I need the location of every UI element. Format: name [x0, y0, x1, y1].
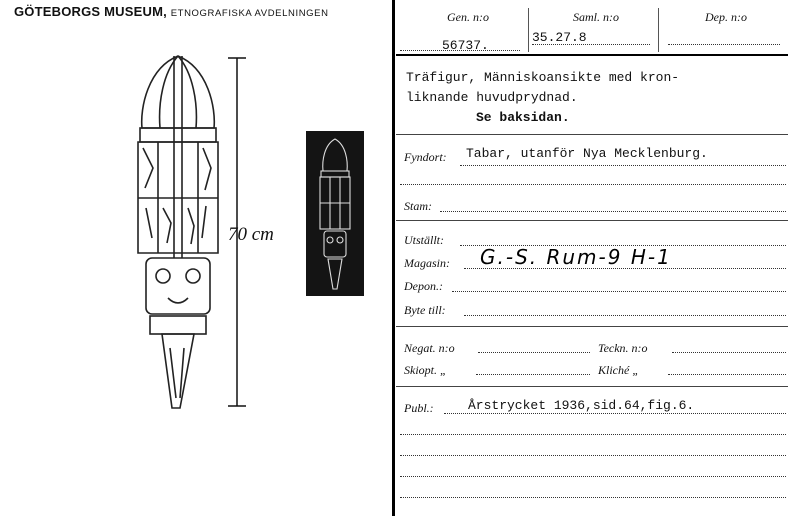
description-divider	[396, 134, 788, 135]
column-separator	[658, 8, 659, 52]
fyndort-value: Tabar, utanför Nya Mecklenburg.	[466, 146, 708, 161]
stam-label: Stam:	[404, 199, 432, 213]
blank-line-2	[400, 455, 786, 456]
magasin-label: Magasin:	[404, 256, 450, 270]
depon-underline	[452, 291, 786, 292]
fyndort-underline	[460, 165, 786, 166]
stam-divider	[396, 220, 788, 221]
description-line-1: Träfigur, Människoansikte med kron-	[406, 70, 680, 85]
description-line-3: Se baksidan.	[476, 110, 570, 125]
negat-label: Negat. n:o	[404, 341, 455, 355]
fyndort-underline-2	[400, 184, 786, 185]
location-divider	[396, 326, 788, 327]
byte-label: Byte till:	[404, 303, 446, 317]
gen-number-value: 56737.	[442, 38, 489, 53]
museum-header	[14, 4, 329, 19]
saml-number-label: Saml. n:o	[573, 10, 619, 24]
magasin-underline	[464, 268, 786, 269]
teckn-underline	[672, 352, 786, 353]
teckn-label: Teckn. n:o	[598, 341, 648, 355]
museum-name: GÖTEBORGS MUSEUM,	[14, 4, 167, 19]
skiopt-label: Skiopt. „	[404, 363, 447, 377]
gen-underline	[400, 50, 520, 51]
blank-line-1	[400, 434, 786, 435]
fyndort-label: Fyndort:	[404, 150, 447, 164]
description-line-2: liknande huvudprydnad.	[406, 90, 578, 105]
header-divider	[396, 54, 788, 56]
statue-photo-icon	[306, 131, 364, 296]
card-left-border	[392, 0, 395, 516]
blank-line-4	[400, 497, 786, 498]
blank-line-3	[400, 476, 786, 477]
cliche-label: Kliché „	[598, 363, 639, 377]
utstallt-label: Utställt:	[404, 233, 445, 247]
publ-value: Årstrycket 1936,sid.64,fig.6.	[468, 398, 695, 413]
cliche-underline	[668, 374, 786, 375]
dep-underline	[668, 44, 780, 45]
depon-label: Depon.:	[404, 279, 443, 293]
publ-label: Publ.:	[404, 401, 434, 415]
gen-number-label: Gen. n:o	[447, 10, 489, 24]
department-name: ETNOGRAFISKA AVDELNINGEN	[170, 8, 329, 19]
publ-underline	[444, 413, 786, 414]
saml-number-value: 35.27.8	[532, 30, 587, 45]
dep-number-label: Dep. n:o	[705, 10, 747, 24]
stam-underline	[440, 211, 786, 212]
figure-drawing	[118, 48, 238, 420]
saml-underline	[532, 44, 650, 45]
negat-underline	[478, 352, 590, 353]
skiopt-underline	[476, 374, 590, 375]
magasin-value: G.-S. Rum-9 H-1	[480, 245, 672, 269]
photo-divider	[396, 386, 788, 387]
byte-underline	[464, 315, 786, 316]
column-separator	[528, 8, 529, 52]
height-dimension: 70 cm	[228, 224, 274, 245]
